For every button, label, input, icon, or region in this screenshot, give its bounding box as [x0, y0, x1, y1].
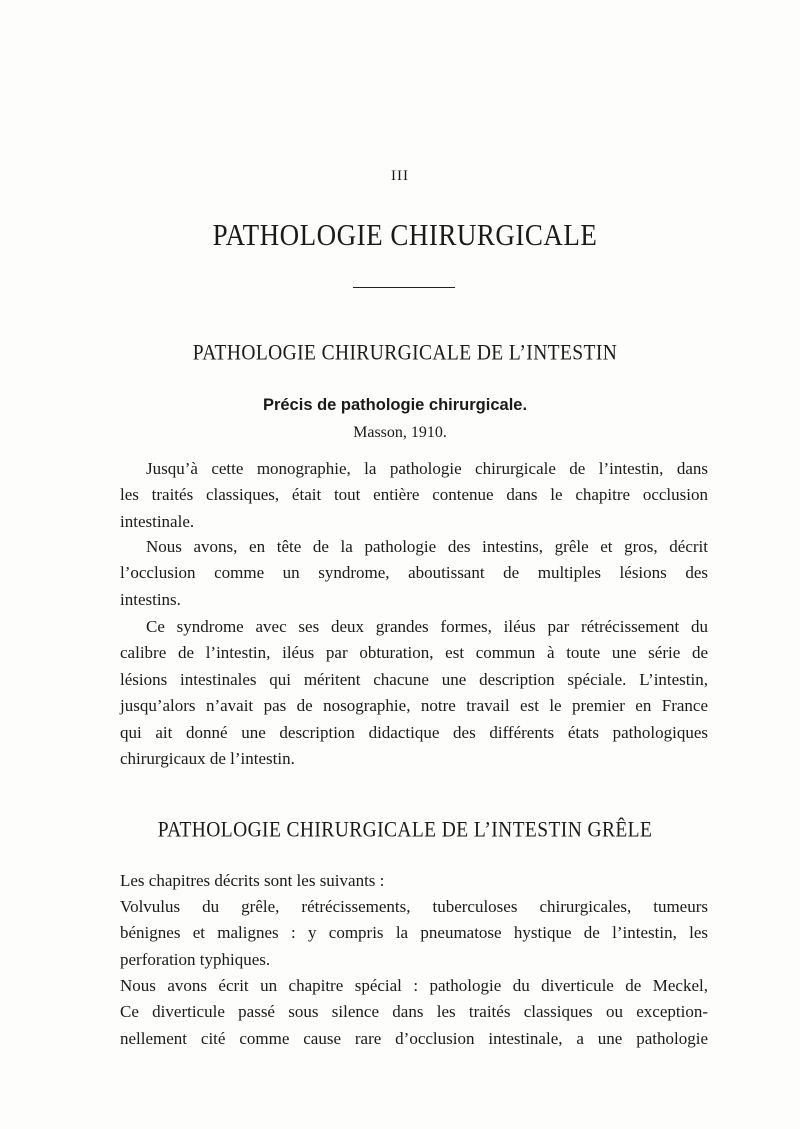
paragraph-line: Nous avons écrit un chapitre spécial : pathologie du diverticule de Meckel, [120, 976, 708, 995]
paragraph-line: Les chapitres décrits sont les suivants : [120, 871, 385, 890]
paragraph-line: les traités classiques, était tout entière contenue dans le chapitre occlusion [120, 485, 708, 505]
paragraph-line: Ce syndrome avec ses deux grandes formes, iléus par rétrécissement du [146, 617, 708, 636]
paragraph-line: chirurgicaux de l’intestin. [120, 749, 295, 769]
paragraph-line: perforation typhiques. [120, 949, 271, 969]
book-title: Précis de pathologie chirurgicale. [262, 396, 528, 414]
paragraph-line: qui ait donné une description didactique des différents états pathologiques [120, 722, 708, 742]
paragraph [120, 534, 708, 613]
section-title-intestin-grele: PATHOLOGIE CHIRURGICALE DE L’INTESTIN GRÊLE [157, 818, 653, 843]
paragraph [120, 868, 708, 894]
paragraph-line: jusqu’alors n’avait pas de nosographie, notre travail est le premier en France [120, 696, 708, 716]
paragraph-line: nellement cité comme cause rare d’occlusion intestinale, a une pathologie [120, 1028, 708, 1048]
paragraph-line: lésions intestinales qui méritent chacune une description spéciale. L’intestin, [120, 669, 708, 689]
part-title: PATHOLOGIE CHIRURGICALE [212, 218, 598, 252]
paragraph-line: intestinale. [120, 511, 195, 531]
paragraph-line: Volvulus du grêle, rétrécissements, tuberculoses chirurgicales, tumeurs [120, 897, 708, 916]
title-divider [353, 287, 455, 288]
paragraph-line: bénignes et malignes : y compris la pneumatose hystique de l’intestin, les [120, 923, 708, 943]
paragraph [120, 894, 708, 973]
paragraph-line: Jusqu’à cette monographie, la pathologie chirurgicale de l’intestin, dans [146, 459, 708, 478]
paragraph [120, 614, 708, 772]
paragraph-line: Nous avons, en tête de la pathologie des intestins, grêle et gros, décrit [146, 537, 708, 556]
part-number: III [391, 168, 409, 184]
paragraph-line: intestins. [120, 589, 181, 609]
paragraph-line: Ce diverticule passé sous silence dans les traités classiques ou exception- [120, 1002, 708, 1022]
publisher-line: Masson, 1910. [353, 424, 447, 441]
paragraph-line: calibre de l’intestin, iléus par obturation, est commun à toute une série de [120, 643, 708, 663]
section-title-intestin: PATHOLOGIE CHIRURGICALE DE L’INTESTIN [192, 341, 618, 366]
paragraph [120, 456, 708, 535]
paragraph [120, 973, 708, 1052]
paragraph-line: l’occlusion comme un syndrome, aboutissant de multiples lésions des [120, 563, 708, 583]
